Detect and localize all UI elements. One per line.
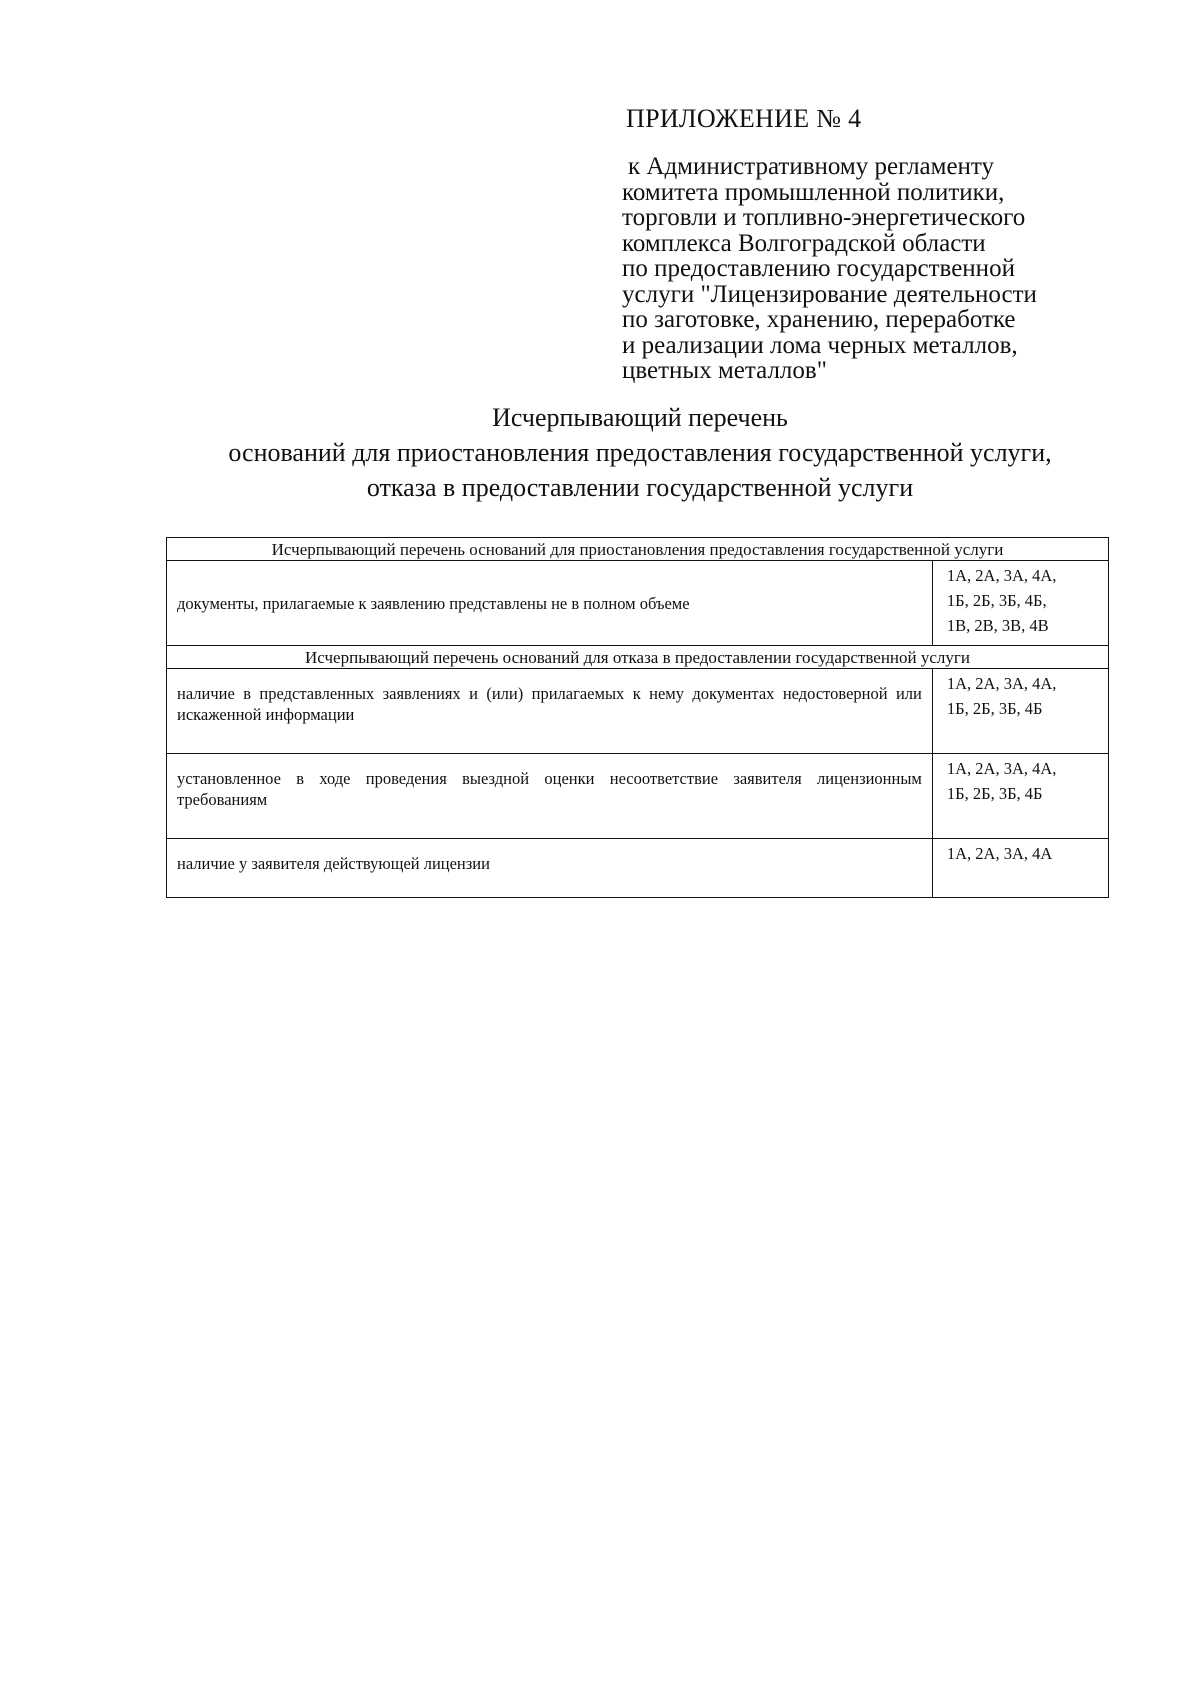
table-row [167, 754, 1109, 839]
codes-line: 1А, 2А, 3А, 4А, [946, 759, 1057, 778]
appendix-reference-line: комплекса Волгоградской области [622, 229, 986, 257]
reason-text: документы, прилагаемые к заявлению представлены не в полном объеме [177, 593, 690, 613]
reason-text: наличие у заявителя действующей лицензии [177, 854, 490, 873]
reason-cell [167, 669, 933, 754]
codes-line: 1Б, 2Б, 3Б, 4Б [946, 784, 1043, 803]
codes-line: 1Б, 2Б, 3Б, 4Б [946, 699, 1043, 718]
section-header-row [167, 538, 1109, 561]
appendix-reference-line: по заготовке, хранению, переработке [622, 306, 1016, 333]
heading-line: Исчерпывающий перечень [492, 403, 788, 432]
codes-line: 1А, 2А, 3А, 4А, [946, 674, 1057, 693]
codes-cell [932, 561, 1108, 646]
table-row [167, 839, 1109, 898]
refusal-section-header: Исчерпывающий перечень оснований для отказа в предоставлении государственной услуги [167, 646, 1109, 669]
appendix-reference-line: услуги "Лицензирование деятельности [622, 280, 1037, 308]
reason-cell [167, 754, 933, 839]
document-heading [160, 400, 1120, 505]
appendix-reference [622, 154, 1122, 384]
appendix-reference-line: к Административному регламенту [628, 153, 995, 180]
codes-line: 1В, 2В, 3В, 4В [946, 616, 1049, 635]
codes-cell [932, 839, 1108, 898]
reason-text: установленное в ходе проведения выездной оценки несоответствие заявителя лицензионным требованиям [177, 769, 922, 809]
table-row [167, 561, 1109, 646]
section-header-row [167, 646, 1109, 669]
reason-cell [167, 839, 933, 898]
codes-line: 1Б, 2Б, 3Б, 4Б, [946, 591, 1047, 610]
suspension-section-header: Исчерпывающий перечень оснований для приостановления предоставления государственной услуги [167, 538, 1109, 561]
appendix-reference-line: комитета промышленной политики, [622, 178, 1005, 206]
heading-line: отказа в предоставлении государственной услуги [366, 473, 914, 502]
codes-cell [932, 754, 1108, 839]
appendix-reference-line: по предоставлению государственной [622, 255, 1015, 282]
grounds-table [166, 537, 1109, 898]
appendix-reference-line: цветных металлов" [622, 357, 827, 384]
codes-line: 1А, 2А, 3А, 4А [946, 844, 1053, 863]
reason-cell [167, 561, 933, 646]
appendix-title: ПРИЛОЖЕНИЕ № 4 [626, 104, 862, 133]
codes-line: 1А, 2А, 3А, 4А, [946, 566, 1057, 585]
heading-line: оснований для приостановления предоставления государственной услуги, [228, 438, 1052, 467]
appendix-reference-line: торговли и топливно-энергетического [622, 204, 1026, 231]
codes-cell [932, 669, 1108, 754]
appendix-reference-line: и реализации лома черных металлов, [622, 331, 1018, 359]
table-row [167, 669, 1109, 754]
reason-text: наличие в представленных заявлениях и (или) прилагаемых к нему документах недостоверной или искаженной информации [177, 684, 922, 724]
